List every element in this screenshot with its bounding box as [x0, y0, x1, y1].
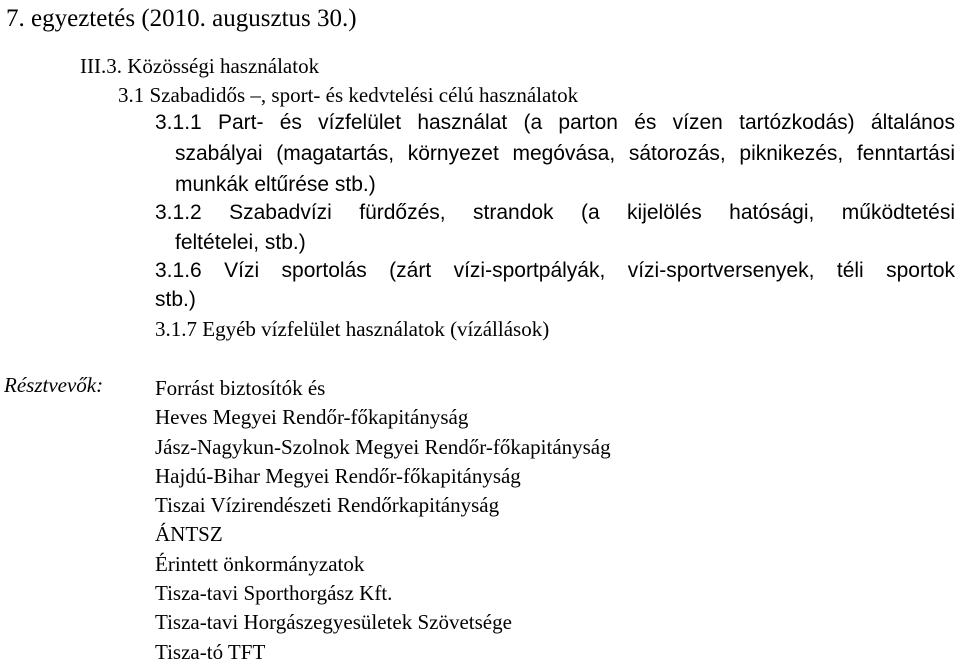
participants-list [155, 374, 611, 667]
item-3-1-7-line-1: 3.1.7 Egyéb vízfelület használatok (vízállások) [155, 317, 550, 341]
participant-item: Forrást biztosítók és [155, 376, 326, 400]
item-3-1-1-line-2: szabályai (magatartás, környezet megóvása, sátorozás, piknikezés, fenntartási [175, 142, 955, 165]
participant-item: Tiszai Vízirendészeti Rendőrkapitányság [155, 493, 500, 518]
item-3-1-6-line-2: stb.) [155, 288, 196, 311]
page-title: 7. egyeztetés (2010. augusztus 30.) [6, 5, 357, 32]
subsection-heading: 3.1 Szabadidős –, sport- és kedvtelési célú használatok [118, 83, 579, 107]
item-3-1-2-line-1: 3.1.2 Szabadvízi fürdőzés, strandok (a kijelölés hatósági, működtetési [155, 201, 955, 224]
participants-label: Résztvevők: [4, 373, 104, 397]
item-3-1-1-line-3: munkák eltűrése stb.) [175, 173, 376, 196]
participant-item: Heves Megyei Rendőr-főkapitányság [155, 405, 469, 430]
participant-item: Jász-Nagykun-Szolnok Megyei Rendőr-főkapitányság [155, 434, 611, 459]
item-3-1-2-line-2: feltételei, stb.) [175, 231, 306, 254]
participant-item: ÁNTSZ [155, 522, 223, 547]
participant-item: Érintett önkormányzatok [155, 551, 365, 576]
participant-item: Tisza-tavi Sporthorgász Kft. [155, 581, 393, 606]
item-3-1-1-line-1: 3.1.1 Part- és vízfelület használat (a parton és vízen tartózkodás) általános [155, 111, 955, 134]
participant-item: Tisza-tavi Horgászegyesületek Szövetsége [155, 610, 512, 635]
participant-item: Hajdú-Bihar Megyei Rendőr-főkapitányság [155, 463, 521, 488]
section-heading: III.3. Közösségi használatok [80, 54, 320, 78]
participant-item: Tisza-tó TFT [155, 639, 266, 664]
item-3-1-6-line-1: 3.1.6 Vízi sportolás (zárt vízi-sportpályák, vízi-sportversenyek, téli sportok [155, 259, 955, 282]
